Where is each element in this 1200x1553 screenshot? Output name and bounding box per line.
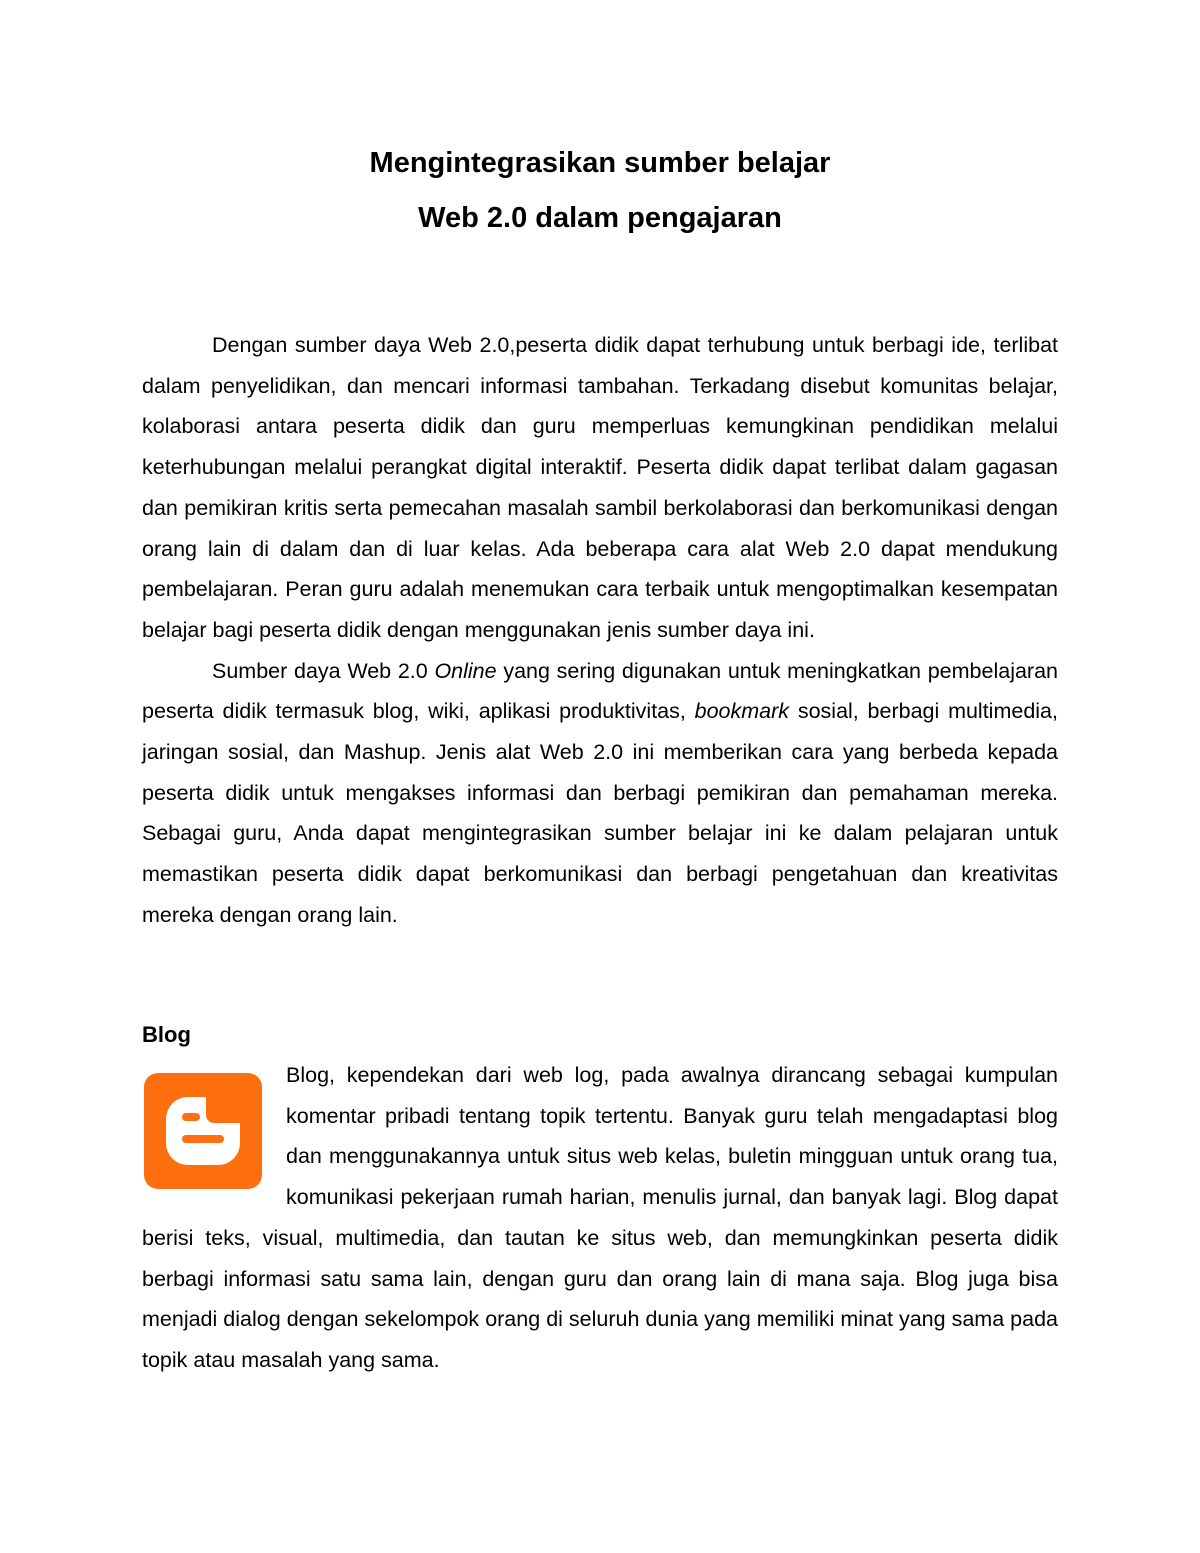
blog-paragraph: Blog, kependekan dari web log, pada awalnya dirancang sebagai kumpulan komentar pribadi tentang topik tertentu. Banyak guru telah mengadaptasi blog dan menggunakannya untuk situs web kelas, buletin mingguan untuk orang tua, komunikasi pekerjaan rumah harian, menulis jurnal, dan banyak lagi. Blog dapat berisi teks, visual, multimedia, dan tautan ke situs web, dan memungkinkan peserta didik berbagi informasi satu sama lain, dengan guru dan orang lain di mana saja. Blog juga bisa menjadi dialog dengan sekelompok orang di seluruh dunia yang memiliki minat yang sama pada topik atau masalah yang sama. [142, 1063, 1058, 1372]
paragraph-2-part-2: yang sering digunakan untuk meningkatkan pembelajaran peserta didik termasuk blog, wiki, aplikasi produktivitas, [142, 658, 1058, 724]
paragraph-2 [142, 651, 1058, 936]
paragraph-1: Dengan sumber daya Web 2.0,peserta didik dapat terhubung untuk berbagi ide, terlibat dalam penyelidikan, dan mencari informasi tambahan. Terkadang disebut komunitas belajar, kolaborasi antara peserta didik dan guru memperluas kemungkinan pendidikan melalui keterhubungan melalui perangkat digital interaktif. Peserta didik dapat terlibat dalam gagasan dan pemikiran kritis serta pemecahan masalah sambil berkolaborasi dan berkomunikasi dengan orang lain di dalam dan di luar kelas. Ada beberapa cara alat Web 2.0 dapat mendukung pembelajaran. Peran guru adalah menemukan cara terbaik untuk mengoptimalkan kesempatan belajar bagi peserta didik dengan menggunakan jenis sumber daya ini. [142, 333, 1058, 642]
blogger-logo-line-top [182, 1113, 200, 1121]
paragraph-2-italic-bookmark: bookmark [694, 699, 790, 724]
paragraph-2-italic-online: Online [434, 658, 497, 683]
blogger-logo-notch [206, 1097, 240, 1123]
title-line-2: Web 2.0 dalam pengajaran [418, 202, 782, 234]
document-body [142, 325, 1058, 936]
blogger-logo-icon [144, 1073, 262, 1189]
blogger-logo-line-bottom [182, 1135, 224, 1143]
blog-section [142, 1055, 1058, 1381]
blog-heading: Blog [142, 1022, 191, 1047]
document-title [0, 136, 1200, 246]
title-line-1: Mengintegrasikan sumber belajar [369, 147, 831, 179]
paragraph-2-part-3: sosial, berbagi multimedia, jaringan sosial, dan Mashup. Jenis alat Web 2.0 ini memberikan cara yang berbeda kepada peserta didik untuk mengakses informasi dan berbagi pemikiran dan pemahaman mereka. Sebagai guru, Anda dapat mengintegrasikan sumber belajar ini ke dalam pelajaran untuk memastikan peserta didik dapat berkomunikasi dan berbagi pengetahuan dan kreativitas mereka dengan orang lain. [142, 699, 1058, 927]
paragraph-2-part-1: Sumber daya Web 2.0 [212, 658, 435, 683]
